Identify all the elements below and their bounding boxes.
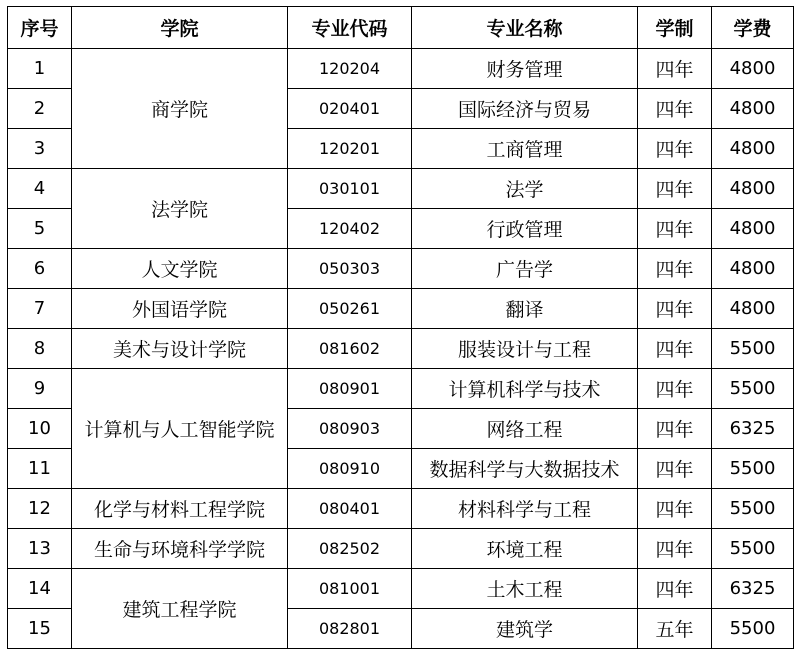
tuition-fee: 5500 — [712, 369, 794, 409]
major-name: 国际经济与贸易 — [412, 89, 638, 129]
major-code: 120201 — [288, 129, 412, 169]
major-name: 建筑学 — [412, 609, 638, 649]
tuition-fee: 4800 — [712, 209, 794, 249]
major-code: 120402 — [288, 209, 412, 249]
tuition-fee: 5500 — [712, 449, 794, 489]
table-row — [8, 369, 794, 409]
major-name: 广告学 — [412, 249, 638, 289]
tuition-fee: 6325 — [712, 409, 794, 449]
table-row — [8, 289, 794, 329]
college-cell: 商学院 — [72, 49, 288, 169]
study-years: 四年 — [638, 249, 712, 289]
major-name: 法学 — [412, 169, 638, 209]
major-name: 计算机科学与技术 — [412, 369, 638, 409]
tuition-fee: 5500 — [712, 489, 794, 529]
study-years: 四年 — [638, 209, 712, 249]
header-no: 序号 — [8, 7, 72, 49]
table-row — [8, 329, 794, 369]
study-years: 四年 — [638, 569, 712, 609]
major-name: 网络工程 — [412, 409, 638, 449]
college-cell: 建筑工程学院 — [72, 569, 288, 649]
college-cell: 计算机与人工智能学院 — [72, 369, 288, 489]
college-cell: 美术与设计学院 — [72, 329, 288, 369]
row-number: 10 — [8, 409, 72, 449]
table-row — [8, 529, 794, 569]
row-number: 8 — [8, 329, 72, 369]
table-row — [8, 489, 794, 529]
major-name: 材料科学与工程 — [412, 489, 638, 529]
row-number: 4 — [8, 169, 72, 209]
major-code: 082801 — [288, 609, 412, 649]
major-name: 财务管理 — [412, 49, 638, 89]
major-code: 020401 — [288, 89, 412, 129]
college-cell: 化学与材料工程学院 — [72, 489, 288, 529]
major-code: 030101 — [288, 169, 412, 209]
header-row — [8, 7, 794, 49]
study-years: 四年 — [638, 129, 712, 169]
major-name: 行政管理 — [412, 209, 638, 249]
table-row — [8, 169, 794, 209]
header-college: 学院 — [72, 7, 288, 49]
study-years: 四年 — [638, 409, 712, 449]
major-code: 120204 — [288, 49, 412, 89]
row-number: 6 — [8, 249, 72, 289]
major-code: 080910 — [288, 449, 412, 489]
row-number: 3 — [8, 129, 72, 169]
row-number: 11 — [8, 449, 72, 489]
row-number: 12 — [8, 489, 72, 529]
row-number: 5 — [8, 209, 72, 249]
study-years: 四年 — [638, 449, 712, 489]
major-code: 080901 — [288, 369, 412, 409]
study-years: 四年 — [638, 49, 712, 89]
major-name: 环境工程 — [412, 529, 638, 569]
major-code: 081001 — [288, 569, 412, 609]
study-years: 五年 — [638, 609, 712, 649]
major-name: 服装设计与工程 — [412, 329, 638, 369]
row-number: 7 — [8, 289, 72, 329]
tuition-fee: 4800 — [712, 89, 794, 129]
major-name: 数据科学与大数据技术 — [412, 449, 638, 489]
major-name: 工商管理 — [412, 129, 638, 169]
study-years: 四年 — [638, 329, 712, 369]
tuition-fee: 5500 — [712, 329, 794, 369]
table-row — [8, 249, 794, 289]
header-years: 学制 — [638, 7, 712, 49]
tuition-table — [7, 6, 794, 649]
major-code: 080401 — [288, 489, 412, 529]
college-cell: 人文学院 — [72, 249, 288, 289]
table-row — [8, 49, 794, 89]
major-name: 翻译 — [412, 289, 638, 329]
tuition-fee: 4800 — [712, 129, 794, 169]
header-fee: 学费 — [712, 7, 794, 49]
study-years: 四年 — [638, 529, 712, 569]
row-number: 14 — [8, 569, 72, 609]
header-code: 专业代码 — [288, 7, 412, 49]
major-code: 050303 — [288, 249, 412, 289]
major-code: 050261 — [288, 289, 412, 329]
college-cell: 生命与环境科学学院 — [72, 529, 288, 569]
row-number: 2 — [8, 89, 72, 129]
header-major: 专业名称 — [412, 7, 638, 49]
study-years: 四年 — [638, 489, 712, 529]
tuition-fee: 4800 — [712, 289, 794, 329]
tuition-fee: 6325 — [712, 569, 794, 609]
row-number: 15 — [8, 609, 72, 649]
study-years: 四年 — [638, 369, 712, 409]
major-code: 081602 — [288, 329, 412, 369]
study-years: 四年 — [638, 289, 712, 329]
major-code: 080903 — [288, 409, 412, 449]
major-code: 082502 — [288, 529, 412, 569]
college-cell: 外国语学院 — [72, 289, 288, 329]
tuition-fee: 5500 — [712, 609, 794, 649]
table-row — [8, 569, 794, 609]
major-name: 土木工程 — [412, 569, 638, 609]
row-number: 9 — [8, 369, 72, 409]
tuition-fee: 4800 — [712, 169, 794, 209]
row-number: 13 — [8, 529, 72, 569]
study-years: 四年 — [638, 89, 712, 129]
study-years: 四年 — [638, 169, 712, 209]
college-cell: 法学院 — [72, 169, 288, 249]
tuition-fee: 4800 — [712, 249, 794, 289]
row-number: 1 — [8, 49, 72, 89]
tuition-fee: 4800 — [712, 49, 794, 89]
tuition-fee: 5500 — [712, 529, 794, 569]
